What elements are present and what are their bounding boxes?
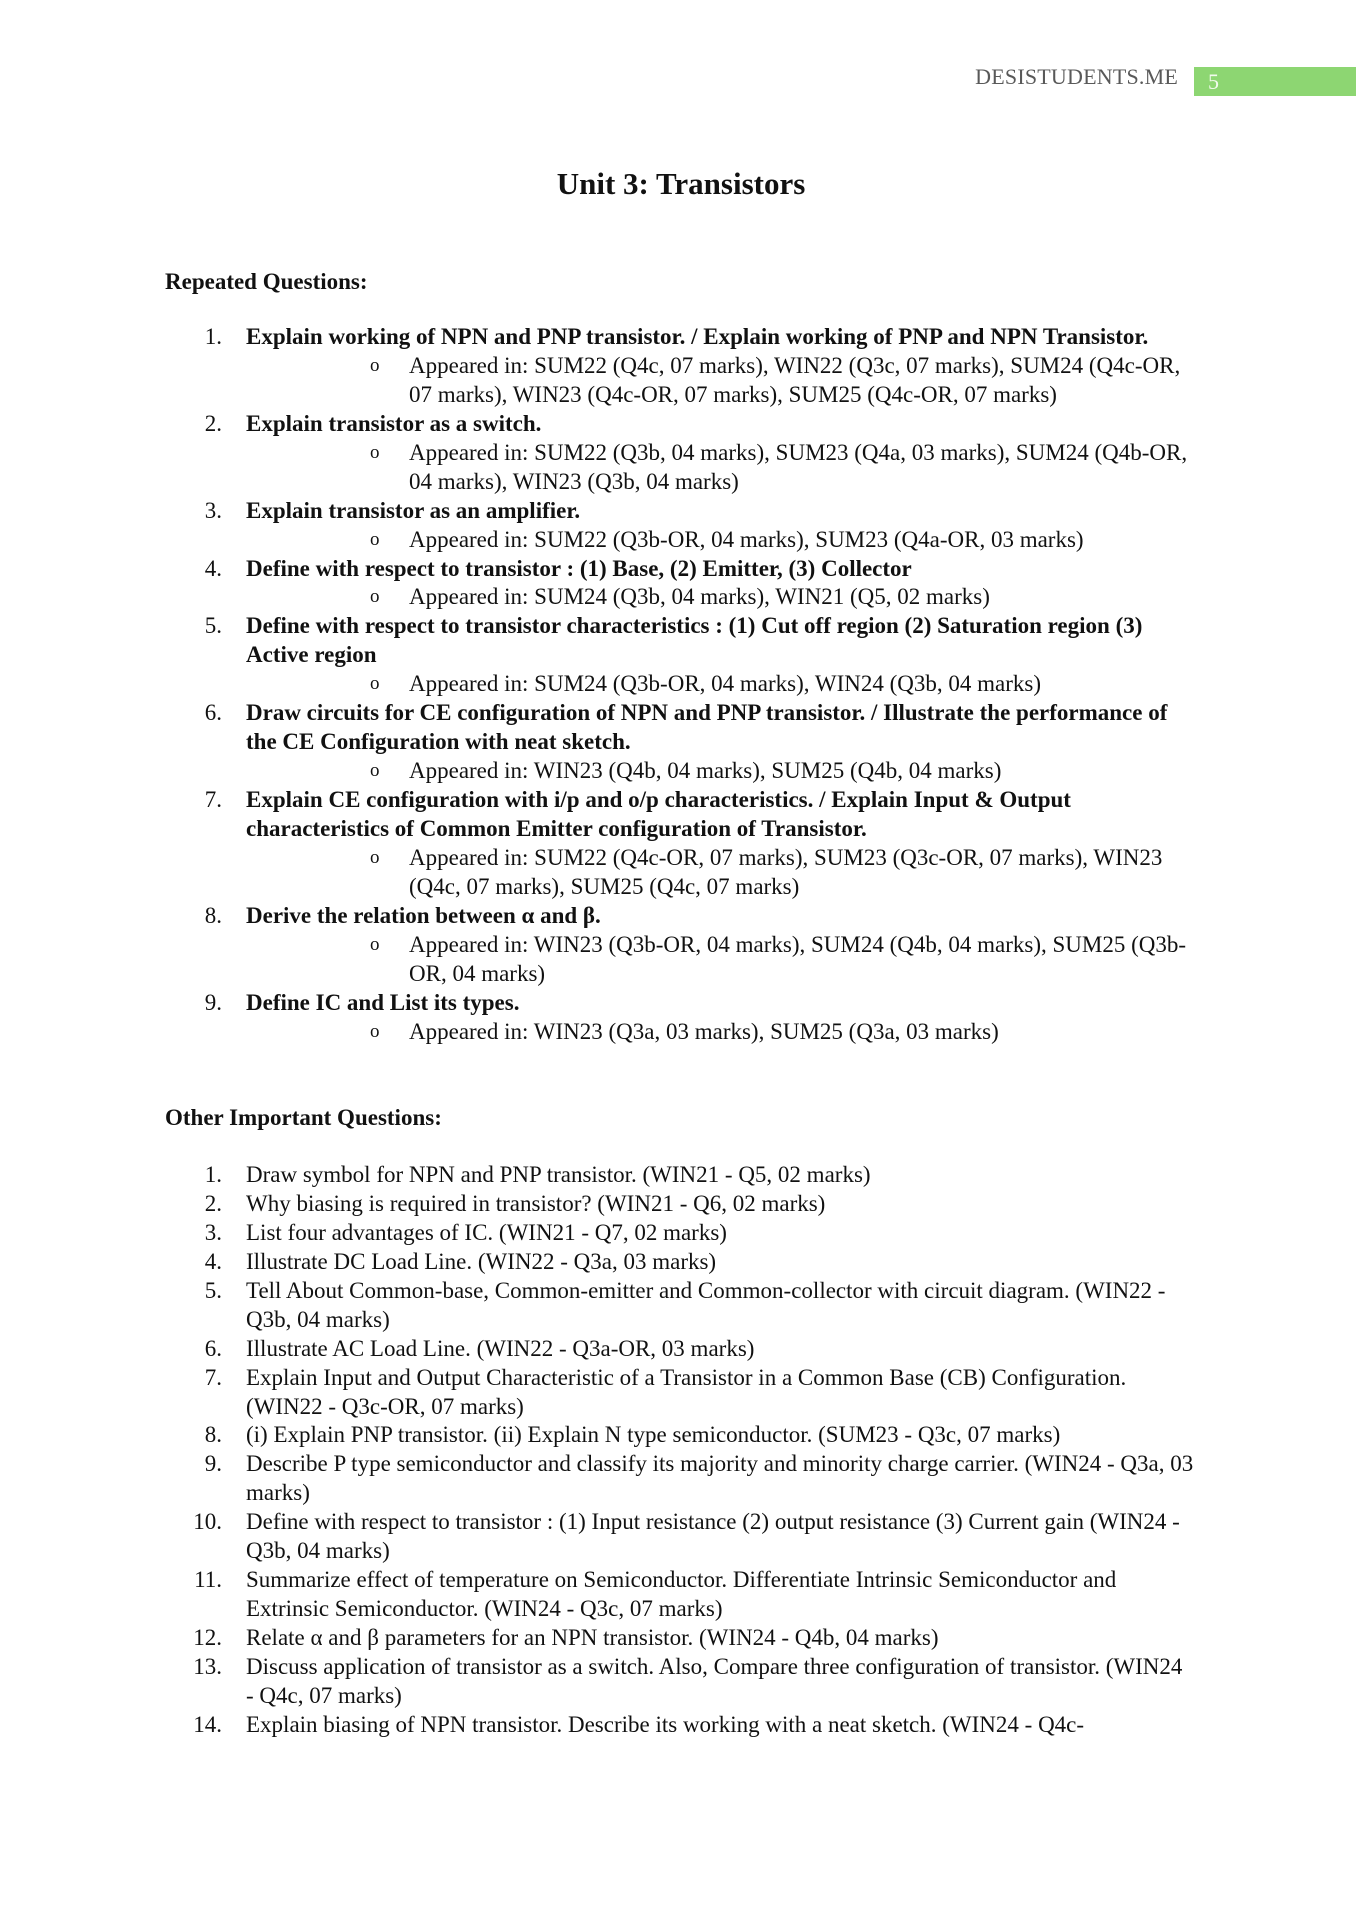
- other-question-item: [165, 1508, 1195, 1566]
- question-number: 8.: [204, 1422, 222, 1448]
- question-text: Explain CE configuration with i/p and o/p characteristics. / Explain Input & Output characteristics of Common Emitter configuration of Transistor.: [246, 787, 1071, 841]
- repeated-question-item: [165, 323, 1195, 410]
- appeared-in-item: [246, 844, 1195, 902]
- question-number: 5.: [204, 1277, 222, 1303]
- repeated-question-item: [165, 989, 1195, 1047]
- appeared-in-text: Appeared in: SUM24 (Q3b, 04 marks), WIN21 (Q5, 02 marks): [409, 584, 990, 610]
- hollow-bullet-icon: o: [370, 354, 380, 376]
- question-number: 8.: [204, 902, 222, 928]
- page-number-badge: [1194, 67, 1356, 96]
- question-text: Define with respect to transistor : (1) Input resistance (2) output resistance (3) Current gain (WIN24 - Q3b, 04 marks): [246, 1509, 1180, 1564]
- question-text: Why biasing is required in transistor? (WIN21 - Q6, 02 marks): [246, 1190, 826, 1216]
- question-number: 9.: [204, 989, 222, 1015]
- appeared-in-item: [246, 1018, 1195, 1047]
- hollow-bullet-icon: o: [370, 933, 380, 955]
- appeared-in-item: [246, 583, 1195, 612]
- appeared-in-item: [246, 931, 1195, 989]
- question-text: Illustrate AC Load Line. (WIN22 - Q3a-OR, 03 marks): [246, 1335, 755, 1361]
- other-question-item: [165, 1161, 1195, 1190]
- appeared-in-text: Appeared in: SUM22 (Q3b-OR, 04 marks), SUM23 (Q4a-OR, 03 marks): [409, 526, 1084, 552]
- other-question-item: [165, 1248, 1195, 1277]
- other-question-item: [165, 1653, 1195, 1711]
- other-question-item: [165, 1450, 1195, 1508]
- question-number: 6.: [204, 1335, 222, 1361]
- question-number: 3.: [204, 497, 222, 523]
- hollow-bullet-icon: o: [370, 760, 380, 782]
- other-question-item: [165, 1711, 1195, 1740]
- question-number: 2.: [204, 410, 222, 436]
- other-question-item: [165, 1219, 1195, 1248]
- question-number: 4.: [204, 555, 222, 581]
- question-number: 5.: [204, 613, 222, 639]
- question-number: 9.: [204, 1451, 222, 1477]
- appeared-in-text: Appeared in: WIN23 (Q3a, 03 marks), SUM25 (Q3a, 03 marks): [409, 1018, 999, 1044]
- question-number: 7.: [204, 1364, 222, 1390]
- question-number: 1.: [204, 1162, 222, 1187]
- appeared-in-text: Appeared in: SUM24 (Q3b-OR, 04 marks), WIN24 (Q3b, 04 marks): [409, 671, 1041, 697]
- page-title: Unit 3: Transistors: [556, 166, 806, 201]
- question-number: 3.: [204, 1219, 222, 1245]
- question-text: Explain Input and Output Characteristic of a Transistor in a Common Base (CB) Configuration. (WIN22 - Q3c-OR, 07 marks): [246, 1364, 1127, 1419]
- question-text: Tell About Common-base, Common-emitter and Common-collector with circuit diagram. (WIN22 - Q3b, 04 marks): [246, 1277, 1166, 1332]
- question-text: (i) Explain PNP transistor. (ii) Explain N type semiconductor. (SUM23 - Q3c, 07 marks): [246, 1422, 1061, 1448]
- other-question-item: [165, 1566, 1195, 1624]
- question-number: 10.: [193, 1509, 222, 1535]
- repeated-question-item: [165, 612, 1195, 699]
- repeated-question-item: [165, 497, 1195, 555]
- question-number: 12.: [193, 1625, 222, 1650]
- hollow-bullet-icon: o: [370, 1020, 380, 1042]
- question-text: Draw circuits for CE configuration of NPN and PNP transistor. / Illustrate the performance of the CE Configuration with neat sketch.: [246, 700, 1168, 755]
- appeared-in-text: Appeared in: SUM22 (Q3b, 04 marks), SUM23 (Q4a, 03 marks), SUM24 (Q4b-OR, 04 marks), WIN23 (Q3b, 04 marks): [409, 439, 1188, 494]
- question-text: Draw symbol for NPN and PNP transistor. (WIN21 - Q5, 02 marks): [246, 1162, 871, 1187]
- other-question-item: [165, 1364, 1195, 1422]
- other-question-item: [165, 1277, 1195, 1335]
- question-text: Summarize effect of temperature on Semiconductor. Differentiate Intrinsic Semiconductor and Extrinsic Semiconductor. (WIN24 - Q3c, 07 marks): [246, 1567, 1117, 1622]
- other-question-item: [165, 1624, 1195, 1653]
- hollow-bullet-icon: o: [370, 673, 380, 695]
- appeared-in-item: [246, 439, 1195, 497]
- repeated-question-item: [165, 902, 1195, 989]
- question-text: Describe P type semiconductor and classify its majority and minority charge carrier. (WIN24 - Q3a, 03 marks): [246, 1451, 1194, 1506]
- other-question-item: [165, 1190, 1195, 1219]
- other-question-item: [165, 1335, 1195, 1364]
- question-text: Derive the relation between α and β.: [246, 902, 601, 928]
- hollow-bullet-icon: o: [370, 528, 380, 550]
- repeated-question-item: [165, 699, 1195, 786]
- question-text: Discuss application of transistor as a switch. Also, Compare three configuration of transistor. (WIN24 - Q4c, 07 marks): [246, 1653, 1183, 1708]
- appeared-in-text: Appeared in: SUM22 (Q4c-OR, 07 marks), SUM23 (Q3c-OR, 07 marks), WIN23 (Q4c, 07 marks), SUM25 (Q4c, 07 marks): [409, 844, 1163, 899]
- question-text: Illustrate DC Load Line. (WIN22 - Q3a, 03 marks): [246, 1248, 717, 1274]
- appeared-in-item: [246, 670, 1195, 699]
- appeared-in-item: [246, 757, 1195, 786]
- question-number: 4.: [204, 1248, 222, 1274]
- other-question-item: [165, 1421, 1195, 1450]
- repeated-question-item: [165, 410, 1195, 497]
- question-text: Explain working of NPN and PNP transistor. / Explain working of PNP and NPN Transistor.: [246, 324, 1149, 349]
- repeated-questions-heading: Repeated Questions:: [165, 269, 368, 294]
- hollow-bullet-icon: o: [370, 846, 380, 868]
- repeated-question-item: [165, 555, 1195, 613]
- question-number: 2.: [204, 1190, 222, 1216]
- header-site-name: DESISTUDENTS.ME: [975, 64, 1178, 89]
- appeared-in-item: [246, 526, 1195, 555]
- other-questions-list: [165, 1161, 1195, 1740]
- question-text: Explain biasing of NPN transistor. Describe its working with a neat sketch. (WIN24 - Q4c-: [246, 1711, 1085, 1737]
- question-number: 1.: [204, 324, 222, 349]
- hollow-bullet-icon: o: [370, 441, 380, 463]
- appeared-in-text: Appeared in: WIN23 (Q3b-OR, 04 marks), SUM24 (Q4b, 04 marks), SUM25 (Q3b-OR, 04 marks): [409, 931, 1187, 986]
- question-number: 7.: [204, 787, 222, 812]
- repeated-questions-list: [165, 323, 1195, 1046]
- appeared-in-text: Appeared in: WIN23 (Q4b, 04 marks), SUM25 (Q4b, 04 marks): [409, 758, 1002, 784]
- question-number: 14.: [193, 1711, 222, 1737]
- appeared-in-text: Appeared in: SUM22 (Q4c, 07 marks), WIN22 (Q3c, 07 marks), SUM24 (Q4c-OR, 07 marks), WIN23 (Q4c-OR, 07 marks), SUM25 (Q4c-OR, 07 marks): [409, 352, 1181, 407]
- page-number: 5: [1208, 69, 1219, 94]
- question-text: Explain transistor as an amplifier.: [246, 497, 581, 523]
- question-number: 11.: [194, 1567, 222, 1593]
- question-text: Explain transistor as a switch.: [246, 410, 542, 436]
- question-text: Define with respect to transistor : (1) Base, (2) Emitter, (3) Collector: [246, 555, 912, 581]
- appeared-in-item: [246, 352, 1195, 410]
- question-text: Define with respect to transistor characteristics : (1) Cut off region (2) Saturation region (3) Active region: [246, 613, 1143, 668]
- question-text: Relate α and β parameters for an NPN transistor. (WIN24 - Q4b, 04 marks): [246, 1625, 939, 1650]
- question-number: 6.: [204, 700, 222, 726]
- other-questions-heading: Other Important Questions:: [165, 1105, 442, 1130]
- question-text: Define IC and List its types.: [246, 989, 520, 1015]
- question-text: List four advantages of IC. (WIN21 - Q7, 02 marks): [246, 1219, 727, 1245]
- hollow-bullet-icon: o: [370, 586, 380, 608]
- repeated-question-item: [165, 786, 1195, 902]
- question-number: 13.: [193, 1653, 222, 1679]
